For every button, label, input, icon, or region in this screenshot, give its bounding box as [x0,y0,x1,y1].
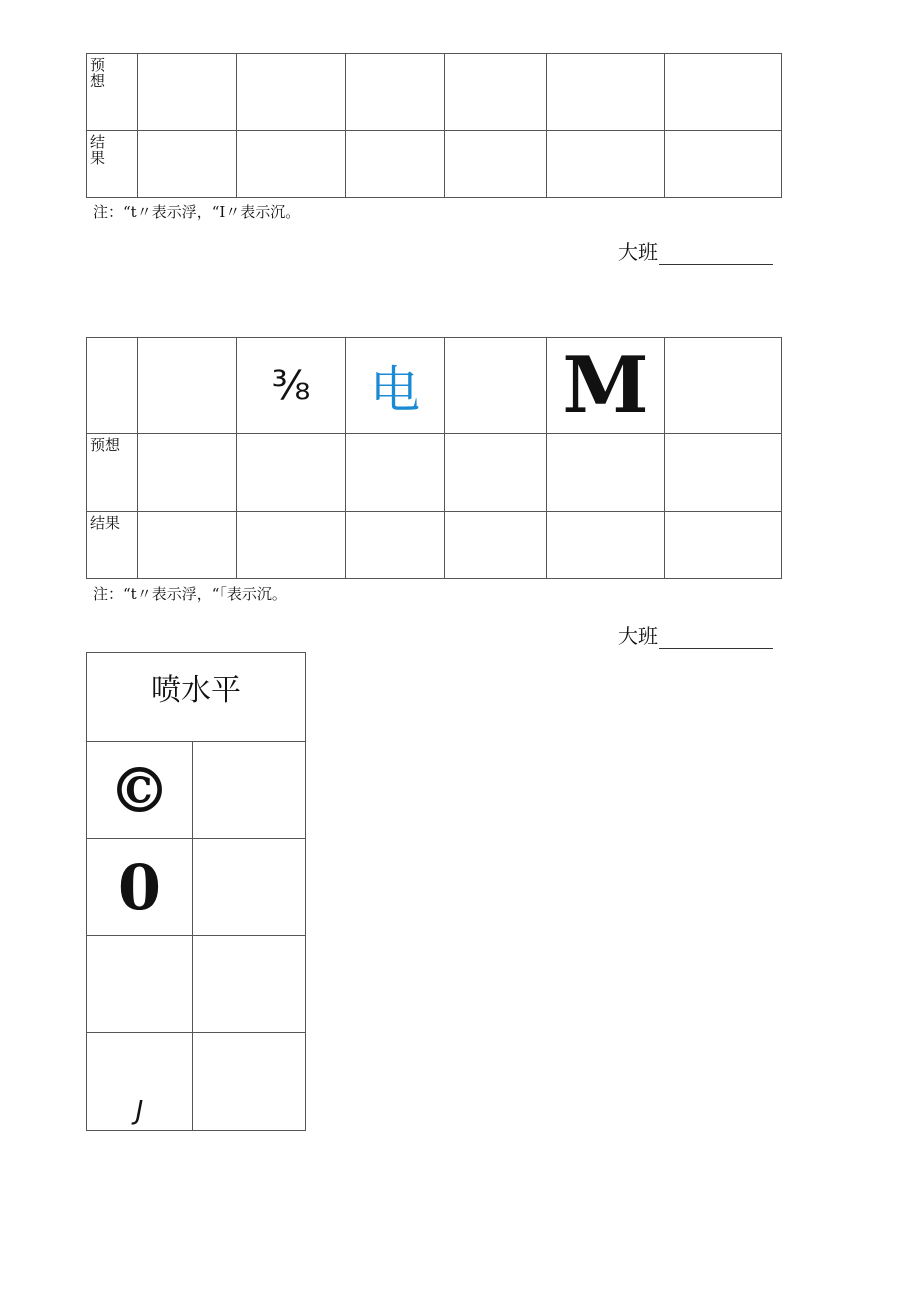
m-letter: M [562,339,649,431]
float-sink-table-1 [86,53,782,198]
prediction-cell[interactable] [138,54,237,131]
object-cell-4 [445,338,547,434]
row-label-result: 结果 [87,131,138,198]
class-name-blank[interactable] [659,628,773,649]
result-cell[interactable] [138,131,237,198]
zero-symbol: 0 [117,850,162,924]
class-name-blank[interactable] [659,244,773,265]
result-cell[interactable] [665,512,782,579]
object-cell-m [547,338,665,434]
fraction-symbol: ⅜ [271,362,311,409]
corner-cell [87,338,138,434]
prediction-cell[interactable] [445,54,547,131]
result-cell[interactable] [445,131,547,198]
row-label-prediction: 预想 [87,434,138,512]
prediction-cell[interactable] [665,434,782,512]
j-symbol: J [135,1096,144,1126]
object-cell-6 [665,338,782,434]
symbol-cell [87,839,193,936]
prediction-cell[interactable] [547,54,665,131]
class-label: 大班 [618,624,658,648]
answer-cell[interactable] [193,1033,306,1131]
class-signature-1 [618,236,773,265]
prediction-cell[interactable] [346,434,445,512]
prediction-cell[interactable] [138,434,237,512]
result-cell[interactable] [346,131,445,198]
fountain-table [86,652,306,1131]
class-signature-2 [618,620,773,649]
prediction-cell[interactable] [445,434,547,512]
prediction-cell[interactable] [547,434,665,512]
object-cell-electric [346,338,445,434]
result-cell[interactable] [665,131,782,198]
answer-cell[interactable] [193,839,306,936]
class-label: 大班 [618,240,658,264]
object-cell-1 [138,338,237,434]
symbol-cell [87,936,193,1033]
result-cell[interactable] [547,512,665,579]
row-label-prediction: 预想 [87,54,138,131]
result-cell[interactable] [346,512,445,579]
result-cell[interactable] [445,512,547,579]
prediction-cell[interactable] [665,54,782,131]
result-cell[interactable] [237,512,346,579]
prediction-cell[interactable] [237,434,346,512]
answer-cell[interactable] [193,936,306,1033]
float-sink-table-2 [86,337,782,579]
table-title: 喷水平 [87,653,306,742]
symbol-cell [87,742,193,839]
prediction-cell[interactable] [237,54,346,131]
symbol-cell [87,1033,193,1131]
prediction-cell[interactable] [346,54,445,131]
note-1: 注：“t〃表示浮，“I〃表示沉。 [93,203,301,221]
copyright-icon: © [108,753,171,827]
object-cell-fraction [237,338,346,434]
result-cell[interactable] [547,131,665,198]
electric-char: 电 [370,360,420,419]
result-cell[interactable] [138,512,237,579]
note-2: 注：“t〃表示浮，“「表示沉。 [93,585,287,603]
answer-cell[interactable] [193,742,306,839]
row-label-result: 结果 [87,512,138,579]
result-cell[interactable] [237,131,346,198]
